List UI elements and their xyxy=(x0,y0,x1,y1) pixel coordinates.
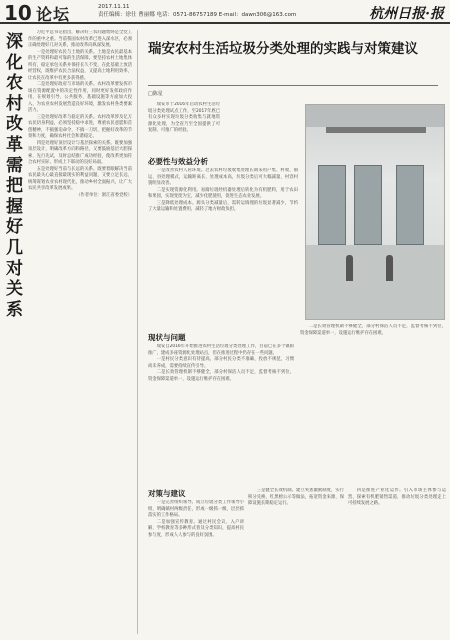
photo-roof xyxy=(306,105,445,127)
section-title: 论坛 xyxy=(36,5,71,24)
body-paragraph: 一是改善农村人居环境。过去农村垃圾收集处理长期采用户集、村收、镇运、县处理模式，运输距离长、处理成本高，垃圾分类后可大幅减量，村容村貌明显改善。 xyxy=(148,168,298,186)
left-paragraph: 习近平总书记指出，解决好三农问题始终是全党工作的重中之重。当前我国农村改革已进入深水区，必须正确处理好几对关系，推动改革向纵深发展。 xyxy=(28,30,132,48)
photo-person xyxy=(346,255,353,281)
left-paragraph: 二是处理好政府与市场的关系。农村改革要发挥市场在资源配置中的决定性作用，同时更好发挥政府作用，在规划引导、公共服务、基础设施等方面加大投入，为农业农村发展营造良好环境，激发农村各类要素活力。 xyxy=(28,82,132,113)
masthead-info xyxy=(98,3,296,19)
photo-floor xyxy=(306,245,445,320)
body-paragraph: 瑞安自2016年开始推进农村生活垃圾分类处理工作，目前已在多个镇街推广，建成多座资源化处理站点，但在推进过程中仍存在一些问题。 xyxy=(148,344,294,356)
body-paragraph: 二是加强宣传教育。通过村民会议、入户讲解、学校教育等多种形式普及分类知识，提高村民参与度，形成人人参与的良好氛围。 xyxy=(148,519,244,538)
editor-contact: 责任编辑：徐仕 曹丽娜 电话：0571-86757189 E-mail：dawn306@163.com xyxy=(98,12,297,18)
left-paragraph: 一是处理好农民与土地的关系。土地是农民最基本的生产资料和最可靠的生活保障。要坚持农村土地集体所有，稳定承包关系并保持长久不变，在此基础上放活经营权，既维护农民合法权益，又提高土地利用效率，让农民在改革中有更多获得感。 xyxy=(28,49,132,81)
left-paragraph: 三是处理好改革与稳定的关系。农村改革涉及亿万农民切身利益，必须坚持稳中求进，尊重农民意愿和首创精神，不搞强迫命令，不搞一刀切，把握好改革的节奏和力度，确保农村社会和谐稳定。 xyxy=(28,114,132,139)
lead-paragraph: 瑞安市于2016年启动农村生活垃圾分类处理试点工作，至2017年底已有众多村实现垃圾分类收集与就地资源化处理，为全省乃至全国提供了可复制、可推广的经验。 xyxy=(148,102,220,133)
column-divider xyxy=(137,30,138,634)
body-paragraph: 三是降低处理成本。源头分类减量后，需转运填埋的垃圾显著减少，节约了大量运输和处置费用，减轻了地方财政负担。 xyxy=(148,200,298,212)
body-paragraph: 二是长效管理机制不够健全，部分村保洁人员不足，监督考核不到位，资金保障渠道单一，设施运行维护存在困难。 xyxy=(148,370,294,382)
body-paragraph: 三是健全长效机制。建立奖惩激励制度，实行积分兑换、红黑榜公示等做法，拓宽资金来源，保障设施长期稳定运行。 xyxy=(248,488,344,506)
section3-heading: 对策与建议 xyxy=(148,489,186,498)
section2-body-cont xyxy=(300,324,446,482)
main-article-author: □陈星 xyxy=(148,91,163,97)
body-paragraph: 一是完善组织领导。成立垃圾分类工作领导小组，明确镇村两级责任，形成一级抓一级、层层抓落实的工作格局。 xyxy=(148,500,244,518)
section2-heading: 现状与问题 xyxy=(148,333,186,342)
section1-body xyxy=(148,168,298,326)
section2-body xyxy=(148,344,294,482)
photo-gantry xyxy=(326,127,426,133)
main-article-title: 瑞安农村生活垃圾分类处理的实践与对策建议 xyxy=(148,41,418,57)
section3-body-col3 xyxy=(348,488,446,634)
left-article-body xyxy=(28,30,132,634)
facility-photo xyxy=(305,104,445,320)
issue-date: 2017.11.11 xyxy=(98,4,130,10)
body-paragraph: 二是实现资源化利用。易腐垃圾经机器处理后转化为有机肥料，用于农田和果园，实现变废为宝，减少化肥使用，促进生态农业发展。 xyxy=(148,187,298,199)
left-paragraph: 五是处理好当前与长远的关系。既要着眼解决当前农民最关心最直接最现实的利益问题，又要立足长远，统筹谋划农业农村现代化，推动乡村全面振兴，让广大农民共享改革发展成果。 xyxy=(28,166,132,191)
newspaper-logo: 杭州日报·报 xyxy=(369,6,444,22)
photo-machine xyxy=(354,165,382,245)
photo-person xyxy=(386,255,393,281)
section3-body-col1 xyxy=(148,500,244,634)
masthead xyxy=(0,0,450,24)
section1-heading: 必要性与效益分析 xyxy=(148,157,208,166)
section3-body-col2 xyxy=(248,488,344,634)
title-rule xyxy=(148,85,438,86)
left-paragraph: 四是处理好顶层设计与基层探索的关系。既要加强顶层设计，明确改革方向和路径，又要鼓励基层大胆探索、先行先试，及时总结推广成功经验，使改革更加符合农村实际，形成上下联动的良好局面。 xyxy=(28,140,132,165)
left-article-title: 深化农村改革需把握好几对关系 xyxy=(6,32,23,320)
left-article-author: （作者单位：浙江省委党校） xyxy=(76,192,132,198)
body-paragraph: 二是长效管理机制不够健全，部分村保洁人员不足，监督考核不到位，资金保障渠道单一，设施运行维护存在困难。 xyxy=(300,324,446,336)
body-paragraph: 四是推进产业化运作。引入市场主体参与运营，探索有机肥销售渠道，推动垃圾分类处理走上可持续发展之路。 xyxy=(348,488,446,506)
photo-machine xyxy=(396,165,424,245)
body-paragraph: 一是村民分类意识有待提高，部分村民分类不准确、投放不规范，习惯尚未养成，需要持续宣传引导。 xyxy=(148,357,294,369)
main-lead xyxy=(148,102,220,152)
photo-machine xyxy=(318,165,346,245)
page-number: 10 xyxy=(4,1,32,25)
